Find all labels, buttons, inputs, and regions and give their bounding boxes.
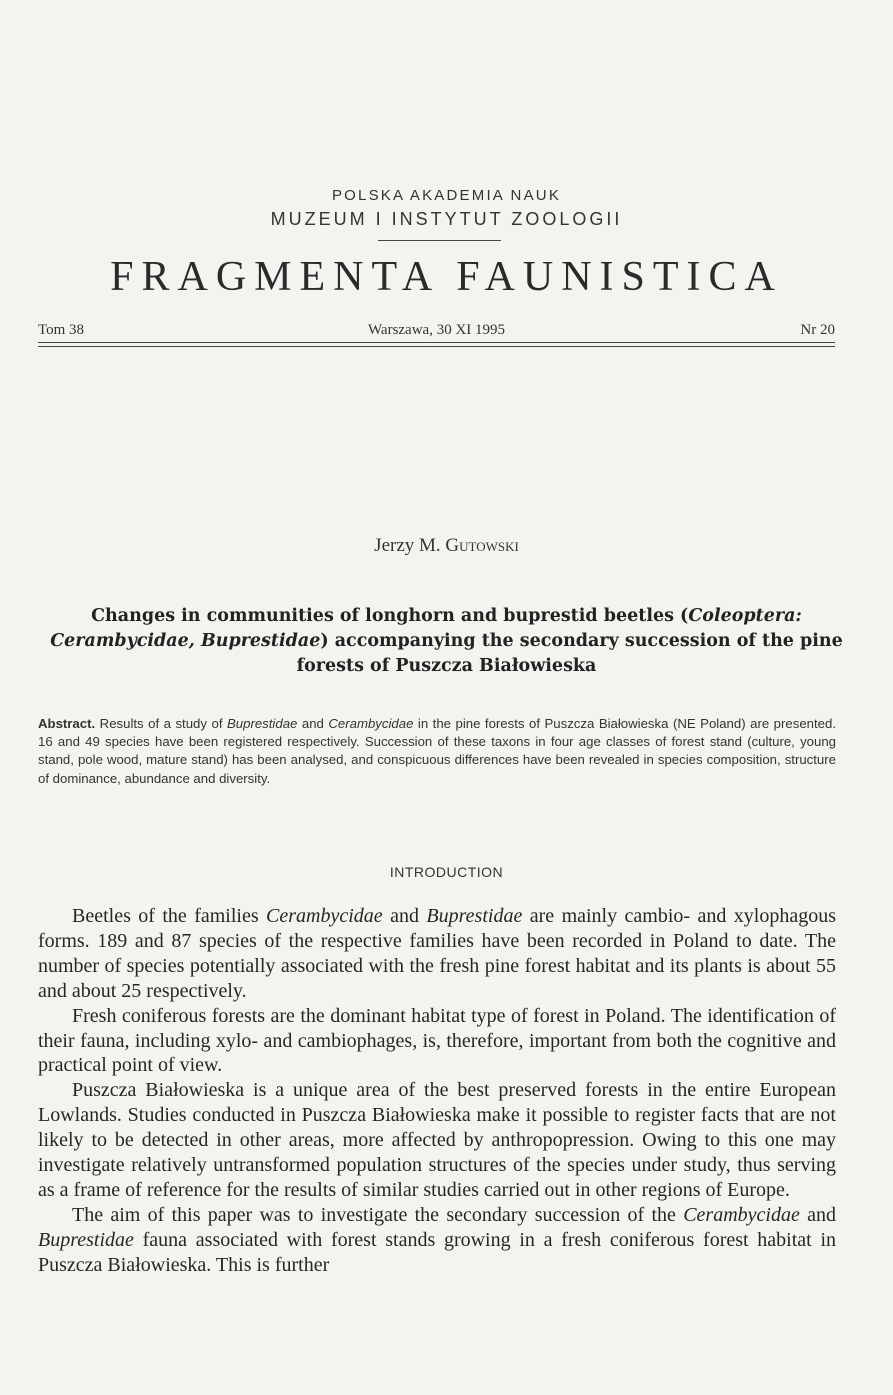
taxon-name: Cerambycidae <box>266 905 383 927</box>
issue-place-date: Warszawa, 30 XI 1995 <box>367 322 506 338</box>
paper-title <box>40 604 853 679</box>
section-heading: INTRODUCTION <box>389 864 504 880</box>
title-taxon-order: Coleoptera: <box>688 606 802 626</box>
academy-name: POLSKA AKADEMIA NAUK <box>331 187 562 204</box>
paragraph <box>38 1203 836 1278</box>
abstract-text: Results of a study of <box>95 716 227 731</box>
abstract-text: and <box>297 716 329 731</box>
abstract <box>38 715 836 788</box>
header-divider <box>378 240 501 241</box>
header-rule-top <box>38 342 835 343</box>
paragraph-text: fauna associated with forest stands growing in a fresh coniferous forest habitat in Puszcza Białowieska. This is further <box>38 1228 836 1276</box>
paragraph-text: Beetles of the families <box>72 905 267 927</box>
author-surname: Gutowski <box>445 535 519 556</box>
title-text: Changes in communities of longhorn and buprestid beetles ( <box>91 606 689 626</box>
issue-number: Nr 20 <box>800 322 835 338</box>
taxon-name: Buprestidae <box>38 1228 134 1251</box>
issue-volume: Tom 38 <box>38 322 85 338</box>
paragraph <box>38 904 836 1004</box>
paragraph: Fresh coniferous forests are the dominant habitat type of forest in Poland. The identification of their fauna, including xylo- and cambiophages, is, therefore, important from both the cognitive and practical point of view. <box>38 1004 836 1077</box>
journal-title: FRAGMENTA FAUNISTICA <box>110 254 783 300</box>
paragraph-text: and <box>382 905 427 927</box>
museum-name: MUZEUM I INSTYTUT ZOOLOGII <box>270 209 623 229</box>
introduction-body <box>38 904 836 1278</box>
paragraph-text: are mainly cambio- and xylophagous forms. 189 and 87 species of the respective families have been recorded in Poland to date. The number of species potentially associated with the fresh pine forest habitat and its plants is about 55 and about 25 respectively. <box>38 905 836 1002</box>
header-rule-bottom <box>38 346 835 347</box>
author-given-name: Jerzy M. <box>374 535 441 556</box>
abstract-taxon: Buprestidae <box>226 716 298 731</box>
paragraph-text: and <box>799 1203 836 1226</box>
taxon-name: Cerambycidae <box>683 1203 800 1226</box>
taxon-name: Buprestidae <box>426 905 523 927</box>
abstract-text: in the pine forests of Puszcza Białowieska (NE Poland) are presented. 16 and 49 species have been registered respectively. Succession of these taxons in four age classes of forest stand (culture, young stand, pole wood, mature stand) has been analysed, and conspicuous differences have been revealed in species composition, structure of dominance, abundance and diversity. <box>38 716 836 786</box>
paragraph: Puszcza Białowieska is a unique area of the best preserved forests in the entire European Lowlands. Studies conducted in Puszcza Białowieska make it possible to register facts that are not likely to be detected in other areas, more affected by anthropopression. Owing to this one may investigate relatively untransformed population structures of the species under study, thus serving as a frame of reference for the results of similar studies carried out in other regions of Europe. <box>38 1079 836 1201</box>
abstract-label: Abstract. <box>38 716 96 731</box>
abstract-taxon: Cerambycidae <box>328 716 414 731</box>
title-text-end: ) accompanying the secondary succession of the pine forests of Puszcza Białowieska <box>296 631 843 676</box>
title-taxon-families: Cerambycidae, Buprestidae <box>50 631 321 651</box>
author <box>0 535 893 557</box>
paragraph-text: The aim of this paper was to investigate the secondary succession of the <box>72 1203 684 1226</box>
